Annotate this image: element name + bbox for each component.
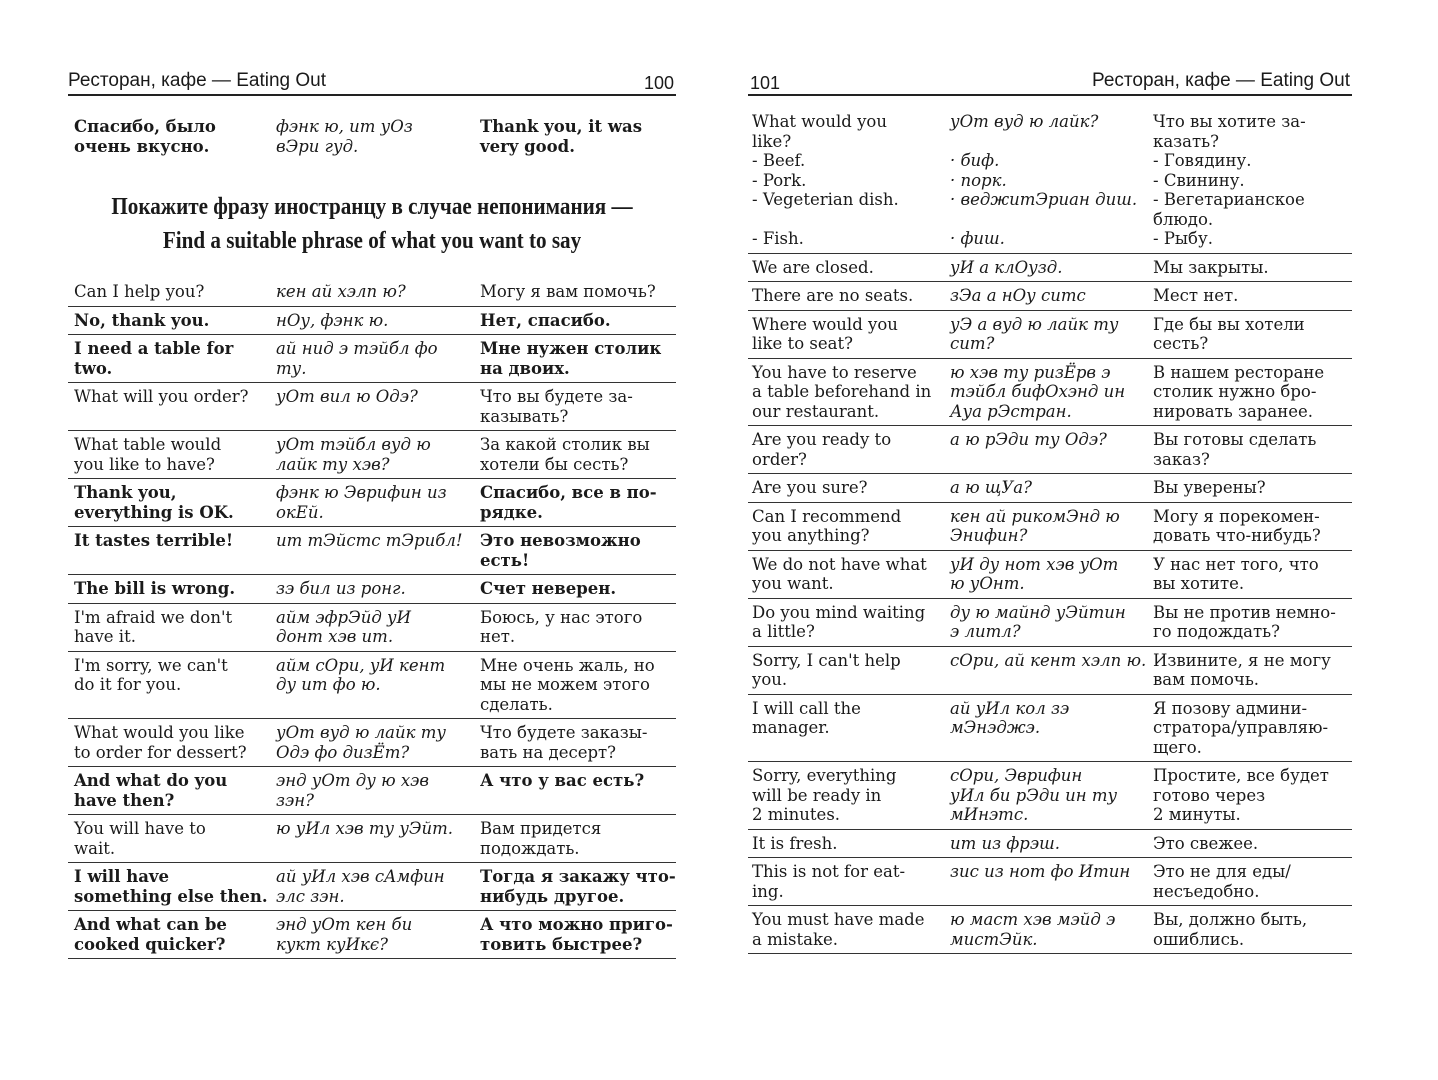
phrase-transcription: уЭ а вуд ю лайк ту сит? [950,314,1119,353]
phrase-transcription: ю маст хэв мэйд э мистЭйк. [950,910,1116,949]
phrase-transcription: энд уОт ду ю хэв зэн? [276,771,429,810]
phrase-english: It tastes terrible! [74,531,234,550]
phrase-transcription: ит тЭйстс тЭрибл! [276,531,463,550]
phrase-english: I'm afraid we don't have it. [74,607,233,646]
phrase-russian: Это невозможно есть! [480,531,641,570]
phrase-row [748,108,1352,254]
phrase-russian: Я позову админи- стратора/управляю- щего. [1153,698,1329,757]
phrase-table [68,278,676,959]
phrase-row [68,527,676,575]
phrase-english: Sorry, I can't help you. [752,650,901,689]
phrase-row [68,767,676,815]
phrase-row [68,719,676,767]
phrase-english: What would you like to order for dessert? [74,723,247,762]
phrase-transcription: энд уОт кен би кукт куИкє? [276,915,413,954]
phrase-transcription: нОу, фэнк ю. [276,310,389,330]
phrase-english: Do you mind waiting a little? [752,602,926,641]
phrase-row [68,113,676,160]
phrase-transcription: айм сОри, уИ кент ду ит фо ю. [276,655,446,694]
phrase-transcription: ду ю майнд уЭйтин э литл? [950,602,1126,641]
phrase-russian: Мест нет. [1153,286,1239,305]
phrase-russian: Могу я вам помочь? [480,282,656,301]
phrase-row [68,383,676,431]
phrase-row [68,815,676,863]
phrase-row [68,911,676,959]
phrase-english: This is not for eat- ing. [752,862,906,901]
phrase-english: It is fresh. [752,833,838,853]
phrase-transcription: уОт вуд ю лайк ту Одэ фо дизЁт? [276,723,446,762]
page-number: 100 [643,73,674,93]
phrase-transcription: ай уИл кол зэ мЭнэджэ. [950,698,1070,737]
phrase-english: We do not have what you want. [752,554,927,593]
phrase-russian: Где бы вы хотели сесть? [1153,314,1305,353]
phrase-english: You will have to wait. [74,819,206,858]
phrase-transcription: ай уИл хэв сАмфин элс зэн. [276,867,445,906]
phrase-row [748,311,1352,359]
phrase-english: Where would you like to seat? [752,314,898,353]
phrase-english: What would you like? - Beef. - Pork. - Vegeterian dish. - Fish. [752,112,899,248]
phrase-english: No, thank you. [74,310,210,330]
phrase-row [748,695,1352,763]
phrase-russian: Что вы хотите за- казать? - Говядину. - Свинину. - Вегетарианское блюдо. - Рыбу. [1153,112,1306,248]
phrase-row [748,359,1352,427]
phrase-russian: Боюсь, у нас этого нет. [480,607,643,646]
phrase-transcription: уОт тэйбл вуд ю лайк ту хэв? [276,435,431,474]
phrase-transcription: уИ ду нот хэв уОт ю уОнт. [950,554,1119,593]
phrase-row [68,604,676,652]
phrase-russian: Могу я порекомен- довать что-нибудь? [1153,506,1321,545]
phrase-transcription: уОт вил ю Одэ? [276,387,418,406]
phrase-english: And what can be cooked quicker? [74,915,227,954]
phrase-english: I'm sorry, we can't do it for you. [74,655,228,694]
phrase-english: Thank you, everything is OK. [74,483,234,522]
header-title: Ресторан, кафе — Eating Out [68,70,326,91]
phrase-russian: Тогда я закажу что- нибудь другое. [480,867,676,906]
phrase-transcription: зис из нот фо Итин [950,862,1131,881]
phrase-english: I will have something else then. [74,867,268,906]
phrase-english: I will call the manager. [752,698,861,737]
phrase-row [68,431,676,479]
phrase-row [68,863,676,911]
phrase-transcription: зЭа а нОу ситс [950,286,1086,305]
phrase-russian: За какой столик вы хотели бы сесть? [480,435,650,474]
phrase-transcription: а ю щУа? [950,478,1032,497]
phrase-russian: У нас нет того, что вы хотите. [1153,554,1319,593]
phrase-russian: Нет, спасибо. [480,310,611,330]
phrase-row [748,503,1352,551]
phrase-russian: В нашем ресторане столик нужно бро- нировать заранее. [1153,362,1325,421]
phrase-russian: А что можно приго- товить быстрее? [480,915,673,954]
phrase-russian: Мне нужен столик на двоих. [480,339,662,378]
header-title: Ресторан, кафе — Eating Out [1092,70,1350,91]
phrase-row [748,830,1352,859]
phrase-russian: Это не для еды/ несъедобно. [1153,862,1291,901]
phrase-english: And what do you have then? [74,771,228,810]
phrase-english: You must have made a mistake. [752,910,925,949]
phrase-russian: Вы не против немно- го подождать? [1153,602,1336,641]
running-header [748,68,1352,96]
phrase-row [68,307,676,336]
phrase-russian: Мы закрыты. [1153,257,1269,277]
phrase-row [748,254,1352,283]
phrase-russian: Вы готовы сделать заказ? [1153,430,1317,469]
phrase-english: Are you ready to order? [752,430,892,469]
phrase-russian: Спасибо, было очень вкусно. [74,117,216,156]
phrase-transcription: уОт вуд ю лайк? · биф. · порк. · веджитЭриан диш. · фиш. [950,112,1138,248]
phrase-english: You have to reserve a table beforehand in our restaurant. [752,362,932,421]
phrase-russian: Это свежее. [1153,833,1259,853]
phrase-row [68,278,676,307]
page-number: 101 [750,73,781,93]
phrase-russian: Простите, все будет готово через 2 минуты. [1153,766,1329,824]
heading-russian: Покажите фразу иностранцу в случае непонимания — [111,194,633,220]
phrase-english: I need a table for two. [74,339,234,378]
phrase-transcription: сОри, ай кент хэлп ю. [950,650,1147,670]
phrase-transcription: кен ай рикомЭнд ю Энифин? [950,506,1120,545]
phrase-row [68,575,676,604]
phrase-english: We are closed. [752,257,874,277]
phrase-transcription: сОри, Эврифин уИл би рЭди ин ту мИнэтс. [950,766,1118,824]
phrase-english: Thank you, it was very good. [480,117,643,156]
phrase-row [748,906,1352,954]
phrase-russian: Счет неверен. [480,579,617,598]
phrase-transcription: зэ бил из ронг. [276,579,406,598]
phrase-russian: Извините, я не могу вам помочь. [1153,650,1331,689]
phrase-row [748,599,1352,647]
phrase-row [68,335,676,383]
phrase-russian: А что у вас есть? [480,771,645,790]
phrase-transcription: а ю рЭди ту Одэ? [950,430,1107,449]
phrase-english: The bill is wrong. [74,579,236,598]
phrase-russian: Вы уверены? [1153,478,1266,497]
phrase-english: What will you order? [74,387,249,406]
phrase-row [748,551,1352,599]
phrase-table [748,108,1352,954]
phrase-russian: Вам придется подождать. [480,819,602,858]
phrase-transcription: уИ а клОузд. [950,257,1063,277]
phrase-row [748,426,1352,474]
phrase-russian: Спасибо, все в по- рядке. [480,483,657,522]
phrase-russian: Что вы будете за- казывать? [480,387,633,426]
phrase-english: Sorry, everything will be ready in 2 minutes. [752,766,897,824]
phrase-row [68,652,676,720]
heading-english: Find a suitable phrase of what you want to say [162,228,582,254]
phrase-english: Can I recommend you anything? [752,506,902,545]
phrase-english: Are you sure? [752,478,868,497]
running-header [68,68,676,96]
phrase-row [748,282,1352,311]
phrase-row [748,474,1352,503]
phrase-transcription: фэнк ю Эврифин из окЕй. [276,483,447,522]
phrase-russian: Что будете заказы- вать на десерт? [480,723,648,762]
phrase-transcription: кен ай хэлп ю? [276,282,406,301]
phrase-transcription: фэнк ю, ит уОз вЭри гуд. [276,117,413,156]
phrase-russian: Мне очень жаль, но мы не можем этого сделать. [480,655,655,714]
phrase-english: There are no seats. [752,286,914,305]
phrase-english: What table would you like to have? [74,435,222,474]
phrase-row [748,762,1352,830]
section-heading [104,190,639,258]
phrase-transcription: ю уИл хэв ту уЭйт. [276,819,454,838]
phrase-transcription: ю хэв ту ризЁрв э тэйбл бифОхэнд ин Ауа рЭстран. [950,362,1126,421]
phrase-transcription: ай нид э тэйбл фо ту. [276,339,438,378]
phrase-english: Can I help you? [74,282,205,301]
phrase-row [748,647,1352,695]
phrase-row [748,858,1352,906]
phrase-row [68,479,676,527]
phrase-russian: Вы, должно быть, ошиблись. [1153,910,1308,949]
phrase-transcription: ит из фрэш. [950,833,1060,853]
phrase-transcription: айм эфрЭйд уИ донт хэв ит. [276,607,412,646]
